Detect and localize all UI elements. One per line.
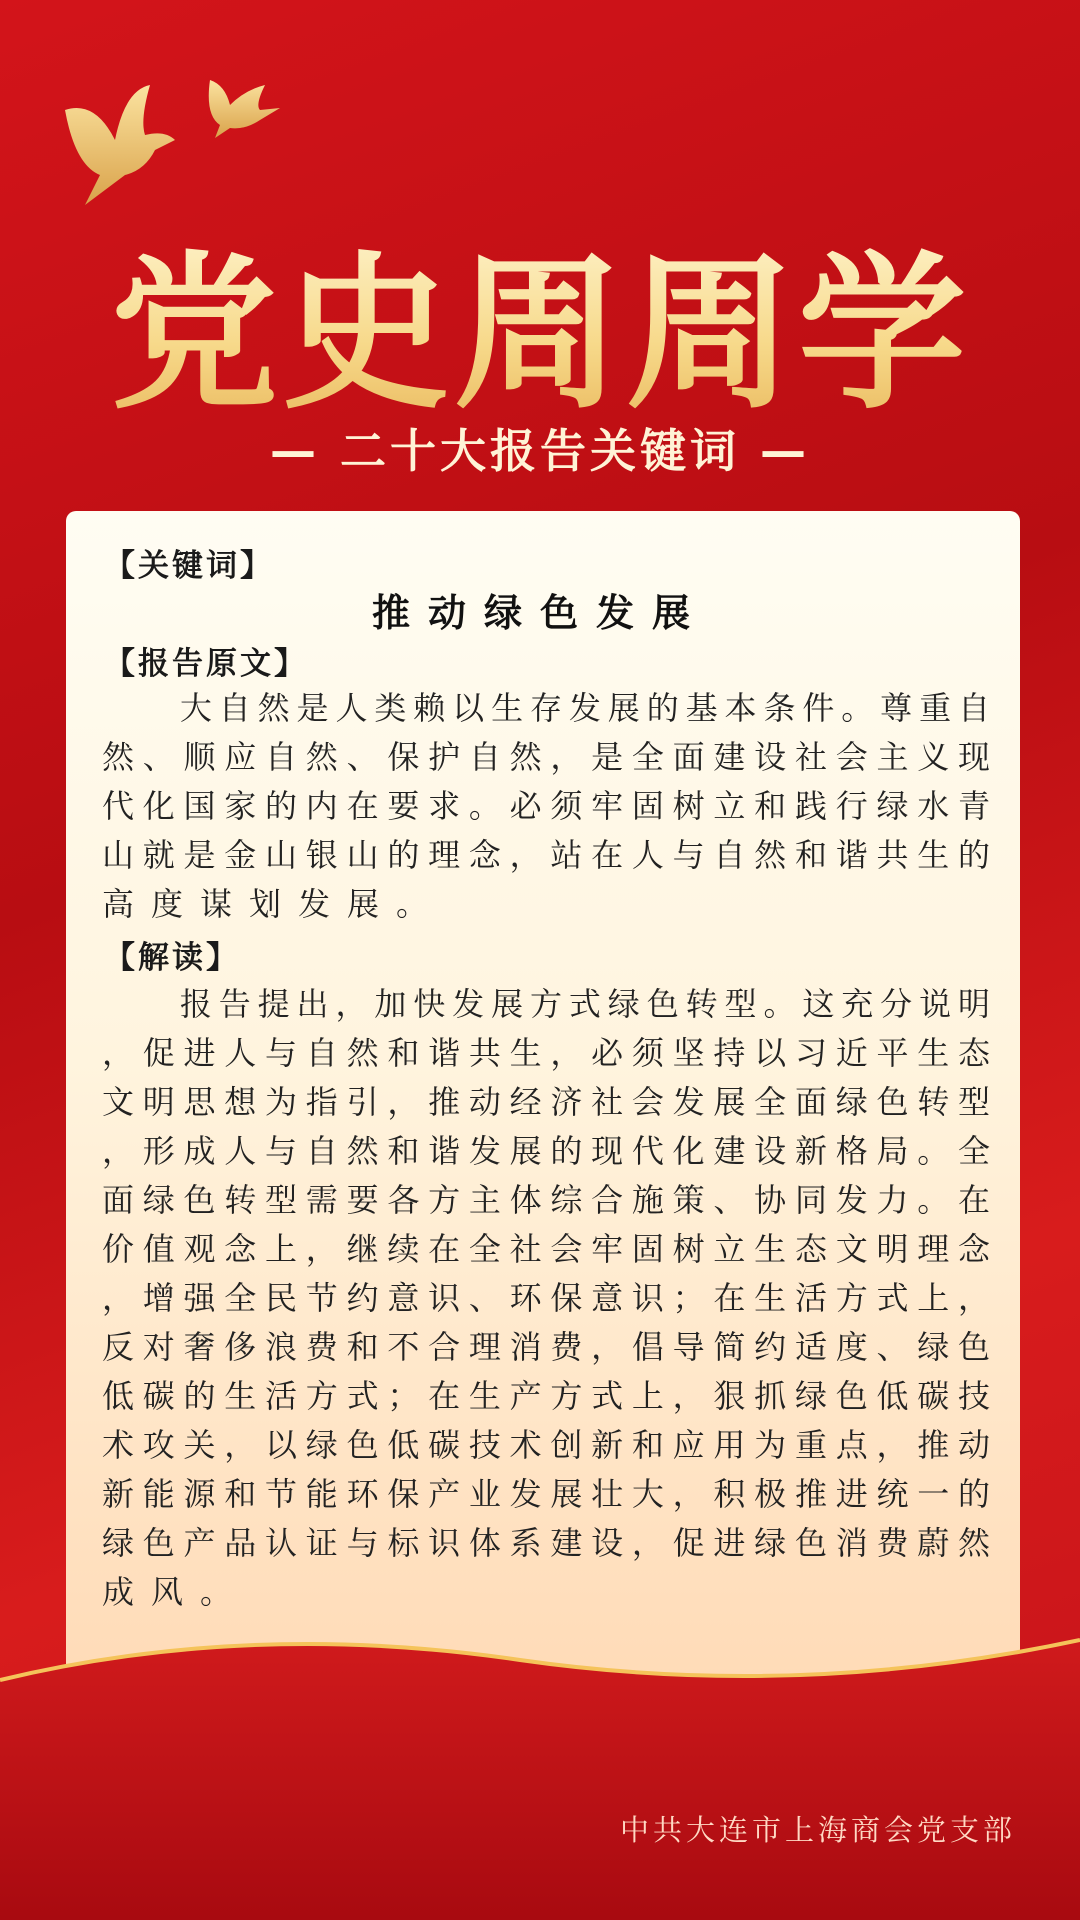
text-line: 低碳的生活方式；在生产方式上，狠抓绿色低碳技 xyxy=(102,1377,990,1415)
text-line: 术攻关，以绿色低碳技术创新和应用为重点，推动 xyxy=(102,1426,990,1464)
bottom-wave xyxy=(0,1600,1080,1920)
doves-icon xyxy=(55,70,295,210)
text-line: 绿色产品认证与标识体系建设，促进绿色消费蔚然 xyxy=(102,1524,990,1562)
text-line: 文明思想为指引，推动经济社会发展全面绿色转型 xyxy=(102,1083,990,1121)
footer-org: 中共大连市上海商会党支部 xyxy=(619,1813,1016,1847)
interpret-text xyxy=(102,980,990,1617)
page-subtitle: — 二十大报告关键词 — xyxy=(269,424,811,478)
text-line: 反对奢侈浪费和不合理消费，倡导简约适度、绿色 xyxy=(102,1328,990,1366)
keyword-label: 【关键词】 xyxy=(104,548,274,584)
text-line: 山就是金山银山的理念，站在人与自然和谐共生的 xyxy=(102,836,990,874)
text-line: ，增强全民节约意识、环保意识；在生活方式上， xyxy=(102,1279,990,1317)
text-line: 代化国家的内在要求。必须牢固树立和践行绿水青 xyxy=(102,787,990,825)
original-text xyxy=(102,684,990,929)
text-line: 成风。 xyxy=(102,1573,250,1611)
original-label: 【报告原文】 xyxy=(104,646,308,682)
text-line: 报告提出，加快发展方式绿色转型。这充分说明 xyxy=(102,985,990,1023)
page-title: 党史周周学 xyxy=(0,200,1080,441)
text-line: 然、顺应自然、保护自然，是全面建设社会主义现 xyxy=(102,738,990,776)
text-line: 面绿色转型需要各方主体综合施策、协同发力。在 xyxy=(102,1181,990,1219)
keyword-heading: 推动绿色发展 xyxy=(371,591,708,635)
text-line: 高度谋划发展。 xyxy=(102,885,446,923)
text-line: 新能源和节能环保产业发展壮大，积极推进统一的 xyxy=(102,1475,990,1513)
text-line: ，形成人与自然和谐发展的现代化建设新格局。全 xyxy=(102,1132,990,1170)
interpret-label: 【解读】 xyxy=(104,940,240,976)
text-line: 价值观念上，继续在全社会牢固树立生态文明理念 xyxy=(102,1230,990,1268)
text-line: 大自然是人类赖以生存发展的基本条件。尊重自 xyxy=(102,689,990,727)
text-line: ，促进人与自然和谐共生，必须坚持以习近平生态 xyxy=(102,1034,990,1072)
